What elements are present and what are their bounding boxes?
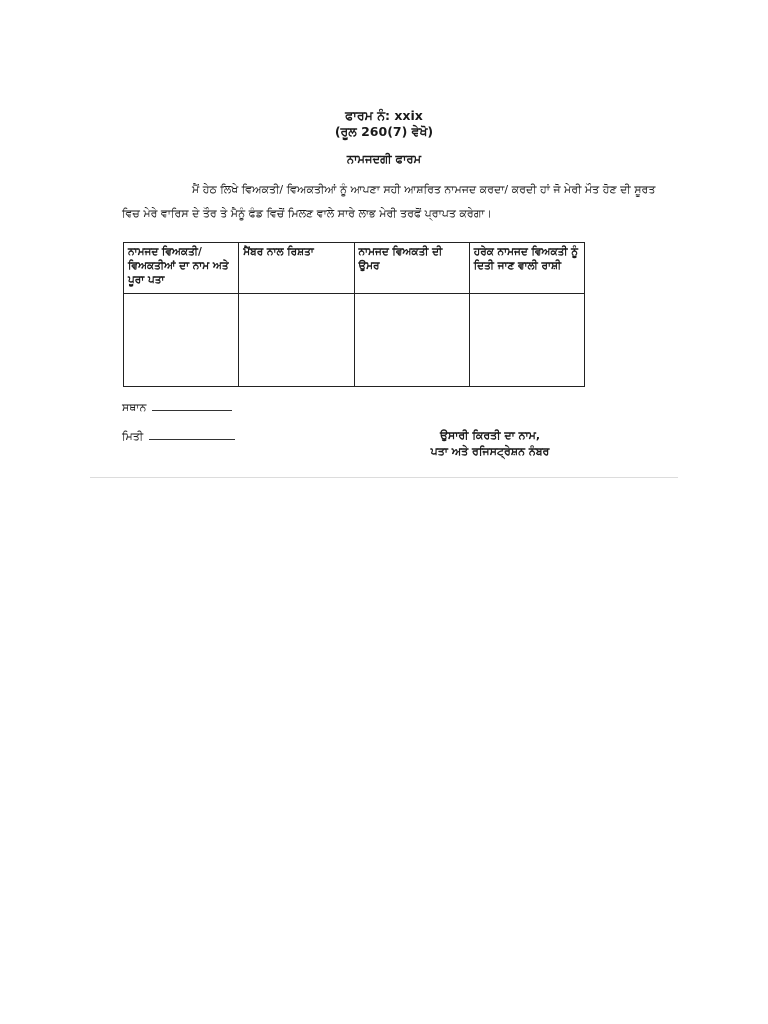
- date-field: [122, 429, 235, 444]
- header-nominee-age: ਨਾਮਜਦ ਵਿਅਕਤੀ ਦੀ ਉਮਰ: [354, 243, 469, 294]
- rule-reference: (ਰੂਲ 260(7) ਵੇਖੋ): [334, 124, 434, 139]
- table-row: [124, 294, 585, 387]
- table-cell: [124, 294, 239, 387]
- form-title: ਨਾਮਜਦਗੀ ਫਾਰਮ: [346, 152, 422, 166]
- nominee-table: [123, 242, 585, 387]
- page-divider: [90, 477, 678, 478]
- signature-line-1: ਉਸਾਰੀ ਕਿਰਤੀ ਦਾ ਨਾਮ,: [439, 429, 541, 442]
- table-cell: [239, 294, 354, 387]
- declaration-line-1: ਮੈਂ ਹੇਠ ਲਿਖੇ ਵਿਅਕਤੀ/ ਵਿਅਕਤੀਆਂ ਨੂੰ ਆਪਣਾ ਸਹੀ ਆਸ਼ਰਿਤ ਨਾਮਜਦ ਕਰਦਾ/ ਕਰਦੀ ਹਾਂ ਜੋ ਮੇਰੀ ਮੌਤ ਹੋਣ ਦੀ ਸੂਰਤ: [192, 183, 656, 196]
- date-label: ਮਿਤੀ: [122, 430, 144, 443]
- place-blank-line: [152, 400, 232, 411]
- header-relationship: ਮੈਂਬਰ ਨਾਲ ਰਿਸ਼ਤਾ: [239, 243, 354, 294]
- signature-block: [410, 428, 570, 460]
- signature-line-2: ਪਤਾ ਅਤੇ ਰਜਿਸਟ੍ਰੇਸ਼ਨ ਨੰਬਰ: [430, 445, 550, 458]
- place-label: ਸਥਾਨ: [122, 401, 147, 414]
- table-cell: [354, 294, 469, 387]
- declaration-line-2: ਵਿਚ ਮੇਰੇ ਵਾਰਿਸ ਦੇ ਤੌਰ ਤੇ ਮੈਨੂੰ ਫੰਡ ਵਿਚੋਂ ਮਿਲਣ ਵਾਲੇ ਸਾਰੇ ਲਾਭ ਮੇਰੀ ਤਰਫੋਂ ਪ੍ਰਾਪਤ ਕਰੇਗਾ।: [122, 207, 492, 220]
- form-number: ਫਾਰਮ ਨੰ: xxix: [345, 108, 423, 123]
- header-amount-share: ਹਰੇਕ ਨਾਮਜਦ ਵਿਅਕਤੀ ਨੂੰ ਦਿਤੀ ਜਾਣ ਵਾਲੀ ਰਾਸ਼ੀ: [469, 243, 584, 294]
- table-header-row: [124, 243, 585, 294]
- header-nominee-name-address: ਨਾਮਜਦ ਵਿਅਕਤੀ/ ਵਿਅਕਤੀਆਂ ਦਾ ਨਾਮ ਅਤੇ ਪੂਰਾ ਪਤਾ: [124, 243, 239, 294]
- place-field: [122, 400, 232, 415]
- table-cell: [469, 294, 584, 387]
- date-blank-line: [149, 429, 235, 440]
